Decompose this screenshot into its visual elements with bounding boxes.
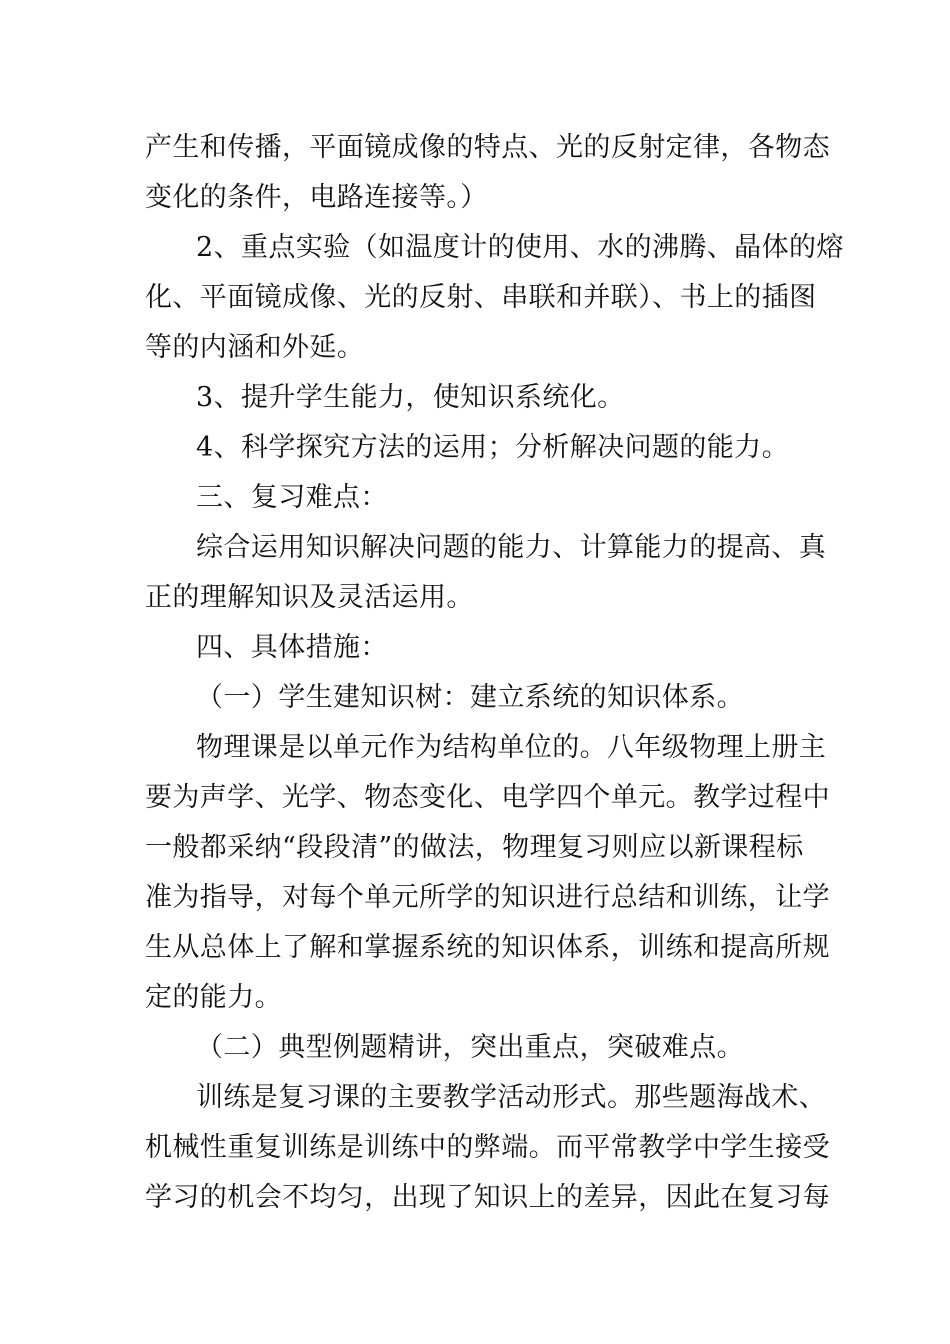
text-line: 一般都采纳“段段清”的做法，物理复习则应以新课程标 bbox=[145, 832, 804, 863]
text-line: 训练是复习课的主要教学活动形式。那些题海战术、 bbox=[196, 1082, 827, 1113]
text-line: 要为声学、光学、物态变化、电学四个单元。教学过程中 bbox=[145, 782, 830, 813]
text-line: 产生和传播，平面镜成像的特点、光的反射定律，各物态 bbox=[145, 132, 830, 163]
section-heading: 四、具体措施： bbox=[196, 632, 388, 663]
text-line: 准为指导，对每个单元所学的知识进行总结和训练，让学 bbox=[145, 882, 830, 913]
text-line: 4、科学探究方法的运用；分析解决问题的能力。 bbox=[196, 432, 789, 463]
subsection-heading: （一）学生建知识树：建立系统的知识体系。 bbox=[196, 682, 744, 713]
text-line: 2、重点实验（如温度计的使用、水的沸腾、晶体的熔 bbox=[196, 232, 844, 263]
text-line: 生从总体上了解和掌握系统的知识体系，训练和提高所规 bbox=[145, 932, 830, 963]
text-line: 变化的条件，电路连接等。） bbox=[145, 182, 488, 213]
text-line: 3、提升学生能力，使知识系统化。 bbox=[196, 382, 625, 413]
text-line: 定的能力。 bbox=[145, 982, 282, 1013]
text-line: 等的内涵和外延。 bbox=[145, 332, 365, 363]
section-heading: 三、复习难点： bbox=[196, 482, 388, 513]
text-line: 机械性重复训练是训练中的弊端。而平常教学中学生接受 bbox=[145, 1132, 830, 1163]
text-line: 正的理解知识及灵活运用。 bbox=[145, 582, 474, 613]
text-line: 学习的机会不均匀，出现了知识上的差异，因此在复习每 bbox=[145, 1182, 830, 1213]
text-line: 综合运用知识解决问题的能力、计算能力的提高、真 bbox=[196, 532, 827, 563]
text-line: 化、平面镜成像、光的反射、串联和并联）、书上的插图 bbox=[145, 282, 817, 313]
text-line: 物理课是以单元作为结构单位的。八年级物理上册主 bbox=[196, 732, 827, 763]
subsection-heading: （二）典型例题精讲，突出重点，突破难点。 bbox=[196, 1032, 744, 1063]
